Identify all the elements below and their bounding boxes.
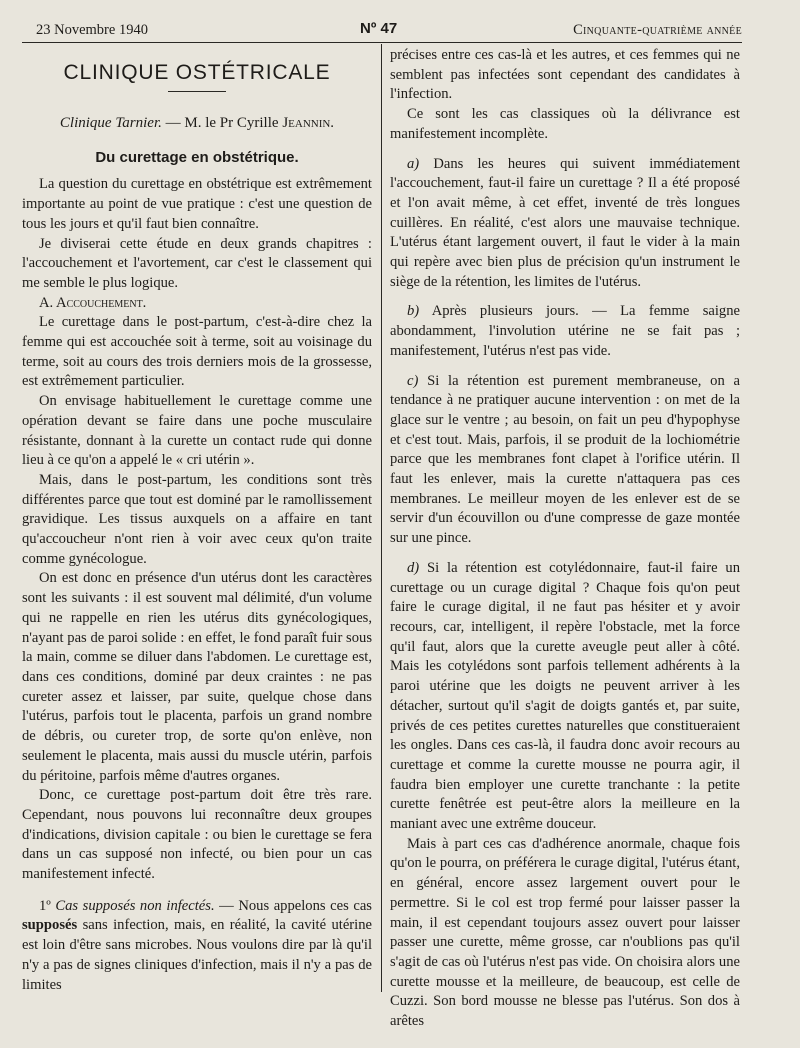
- byline-clinic: Clinique Tarnier.: [59, 115, 162, 131]
- column-divider: [381, 44, 382, 992]
- paragraph: On est donc en présence d'un utérus dont les caractères sont les suivants : il est souvent mal délimité, d'un volume qui ne rappelle en rien les utérus dits gynécologiques, n'ayant pas de paroi solide : en effet, le fond paraît fuir sous la main, comme se diluer dans l'abdomen. Le curettage est, dans ces conditions, dominé par deux craintes : ne pas cureter assez et laisser, par suite, quelque chose dans l'utérus, parfois tout le placenta, parfois un grand nombre de débris, ou cureter trop, de sorte qu'on enlève, non seulement le placenta, mais aussi du muscle utérin, parfois du péritoine, parfois même d'autres organes.: [22, 570, 372, 784]
- byline: [22, 114, 372, 134]
- section-heading-a: A. Accouchement.: [39, 294, 147, 311]
- paragraph-text: sans infection, mais, en réalité, la cavité utérine est loin d'être sans microbes. Nous voulons dire par là qu'il n'y a pas de signes cliniques d'infection, mais il n'y a pas de limites: [22, 917, 372, 993]
- byline-professor: — M. le Pr Cyrille: [161, 115, 283, 131]
- paragraph: Mais, dans le post-partum, les conditions sont très différentes parce que tout est dominé par le ramollissement gravidique. Les tissus auxquels on a affaire en tant qu'accoucheur n'ont rien à voir avec ceux qu'on traite comme gynécologue.: [22, 471, 372, 567]
- header-rule: [22, 42, 742, 43]
- left-column: [22, 46, 372, 995]
- paragraph-text: Après plusieurs jours. — La femme saigne abondamment, l'involution utérine ne se fait pas ; manifestement, l'utérus n'est pas vide.: [390, 303, 740, 359]
- right-column: [390, 46, 740, 1032]
- case-title: Cas supposés non infectés.: [55, 897, 215, 914]
- paragraph: Ce sont les cas classiques où la délivrance est manifestement incomplète.: [390, 106, 740, 142]
- header-issue-number: Nº 47: [360, 20, 398, 37]
- header-date: 23 Novembre 1940: [36, 22, 148, 38]
- article-subtitle: Du curettage en obstétrique.: [95, 148, 299, 166]
- paragraph: La question du curettage en obstétrique est extrêmement importante au point de vue pratique : c'est une question de tous les jours et qu'il faut bien connaître.: [22, 176, 372, 232]
- paragraph: Le curettage dans le post-partum, c'est-à-dire chez la femme qui est accouchée soit à terme, soit au voisinage du terme, soit au cours des trois derniers mois de la grossesse, est extrêmement particulier.: [22, 314, 372, 390]
- paragraph: Mais à part ces cas d'adhérence anormale, chaque fois qu'on le pourra, on préférera le curage digital, l'utérus étant, en général, encore assez largement ouvert pour le permettre. Si le col est trop fermé pour laisser passer la main, il est cependant toujours assez ouvert pour laisser passer une curette, même grosse, car n'oublions pas qu'il s'agit de cas où l'utérus n'est pas vide. On choisira alors une curette mousse et la meilleure, de beaucoup, est celle de Cuzzi. Son bord mousse ne blesse pas l'utérus. Son dos à arêtes: [390, 835, 740, 1030]
- paragraph: On envisage habituellement le curettage comme une opération devant se faire dans une poche musculaire résistante, donnant à la curette un contact rude qui donne lieu à ce qu'on a appelé le « cri utérin ».: [22, 393, 372, 469]
- byline-name: Jeannin.: [282, 115, 335, 131]
- paragraph-b: [390, 302, 740, 361]
- paragraph: précises entre ces cas-là et les autres, et ces femmes qui ne semblent pas infectées sont cependant des candidates à l'infection.: [390, 47, 740, 103]
- item-label: d): [407, 559, 420, 576]
- paragraph: Je diviserai cette étude en deux grands chapitres : l'accouchement et l'avortement, car c'est le classement qui me semble le plus logique.: [22, 235, 372, 291]
- paragraph-c: [390, 372, 740, 549]
- paragraph-a: [390, 155, 740, 293]
- case-number: 1º: [39, 897, 56, 914]
- paragraph-cases: [22, 897, 372, 996]
- page-header: [36, 20, 742, 42]
- title-rule: [168, 91, 226, 92]
- paragraph-text: — Nous appelons ces cas: [214, 897, 372, 914]
- item-label: b): [407, 303, 420, 320]
- header-year: Cinquante-quatrième année: [573, 22, 742, 38]
- paragraph-text: Si la rétention est cotylédonnaire, faut-il faire un curettage ou un curage digital ? Chaque fois qu'on peut faire le curage digital, il ne faut pas hésiter et y avoir recours, car, intelligent, il repère l'obstacle, met la force qu'il faut, alors que la curette aveugle peut aller à côté. Mais les cotylédons sont parfois tellement adhérents à la paroi utérine que les doigts ne peuvent arriver à les détacher, surtout qu'il s'agit de doigts gantés et, par suite, privés de ces petites curettes naturelles que constitueraient les ongles. Dans ces cas-là, il faudra donc avoir recours au curettage et comme la curette mousse ne pourra agir, il faudra bien employer une curette tranchante : la petite curette fenêtrée est peut-être alors la meilleure en la maniant avec une extrême douceur.: [390, 559, 740, 833]
- emphasis-word: supposés: [22, 917, 78, 934]
- paragraph: Donc, ce curettage post-partum doit être très rare. Cependant, nous pouvons lui reconnaître deux groupes d'indications, division capitale : ou bien le curettage se fera dans un cas supposé non infecté, ou bien pour un cas manifestement infecté.: [22, 787, 372, 883]
- paragraph-text: Dans les heures qui suivent immédiatement l'accouchement, faut-il faire un curettage ? Il a été proposé et l'on avait même, à cet effet, inventé de très longues cuillères. En réalité, c'est alors une mauvaise technique. L'utérus étant largement ouvert, il faut le vider à la main qui repère avec bien plus de précision qu'un instrument le siège de la rétention, les limites de l'utérus.: [390, 155, 740, 290]
- paragraph-text: Si la rétention est purement membraneuse, on a tendance à ne pratiquer aucune intervention : on met de la glace sur le ventre ; au besoin, on fait un peu d'hypophyse et c'est tout. Mais, parfois, il se produit de la lochiométrie parce que les membranes font clapet à l'orifice utérin. Il faut les enlever, mais la curette n'attaquera pas ces membranes. Le meilleur moyen de les enlever est de se servir d'un écouvillon ou d'une compresse de gaze montée sur une pince.: [390, 372, 740, 547]
- item-label: a): [407, 155, 420, 172]
- paragraph-d: [390, 559, 740, 835]
- section-title: CLINIQUE OSTÉTRICALE: [63, 61, 331, 84]
- item-label: c): [407, 372, 419, 389]
